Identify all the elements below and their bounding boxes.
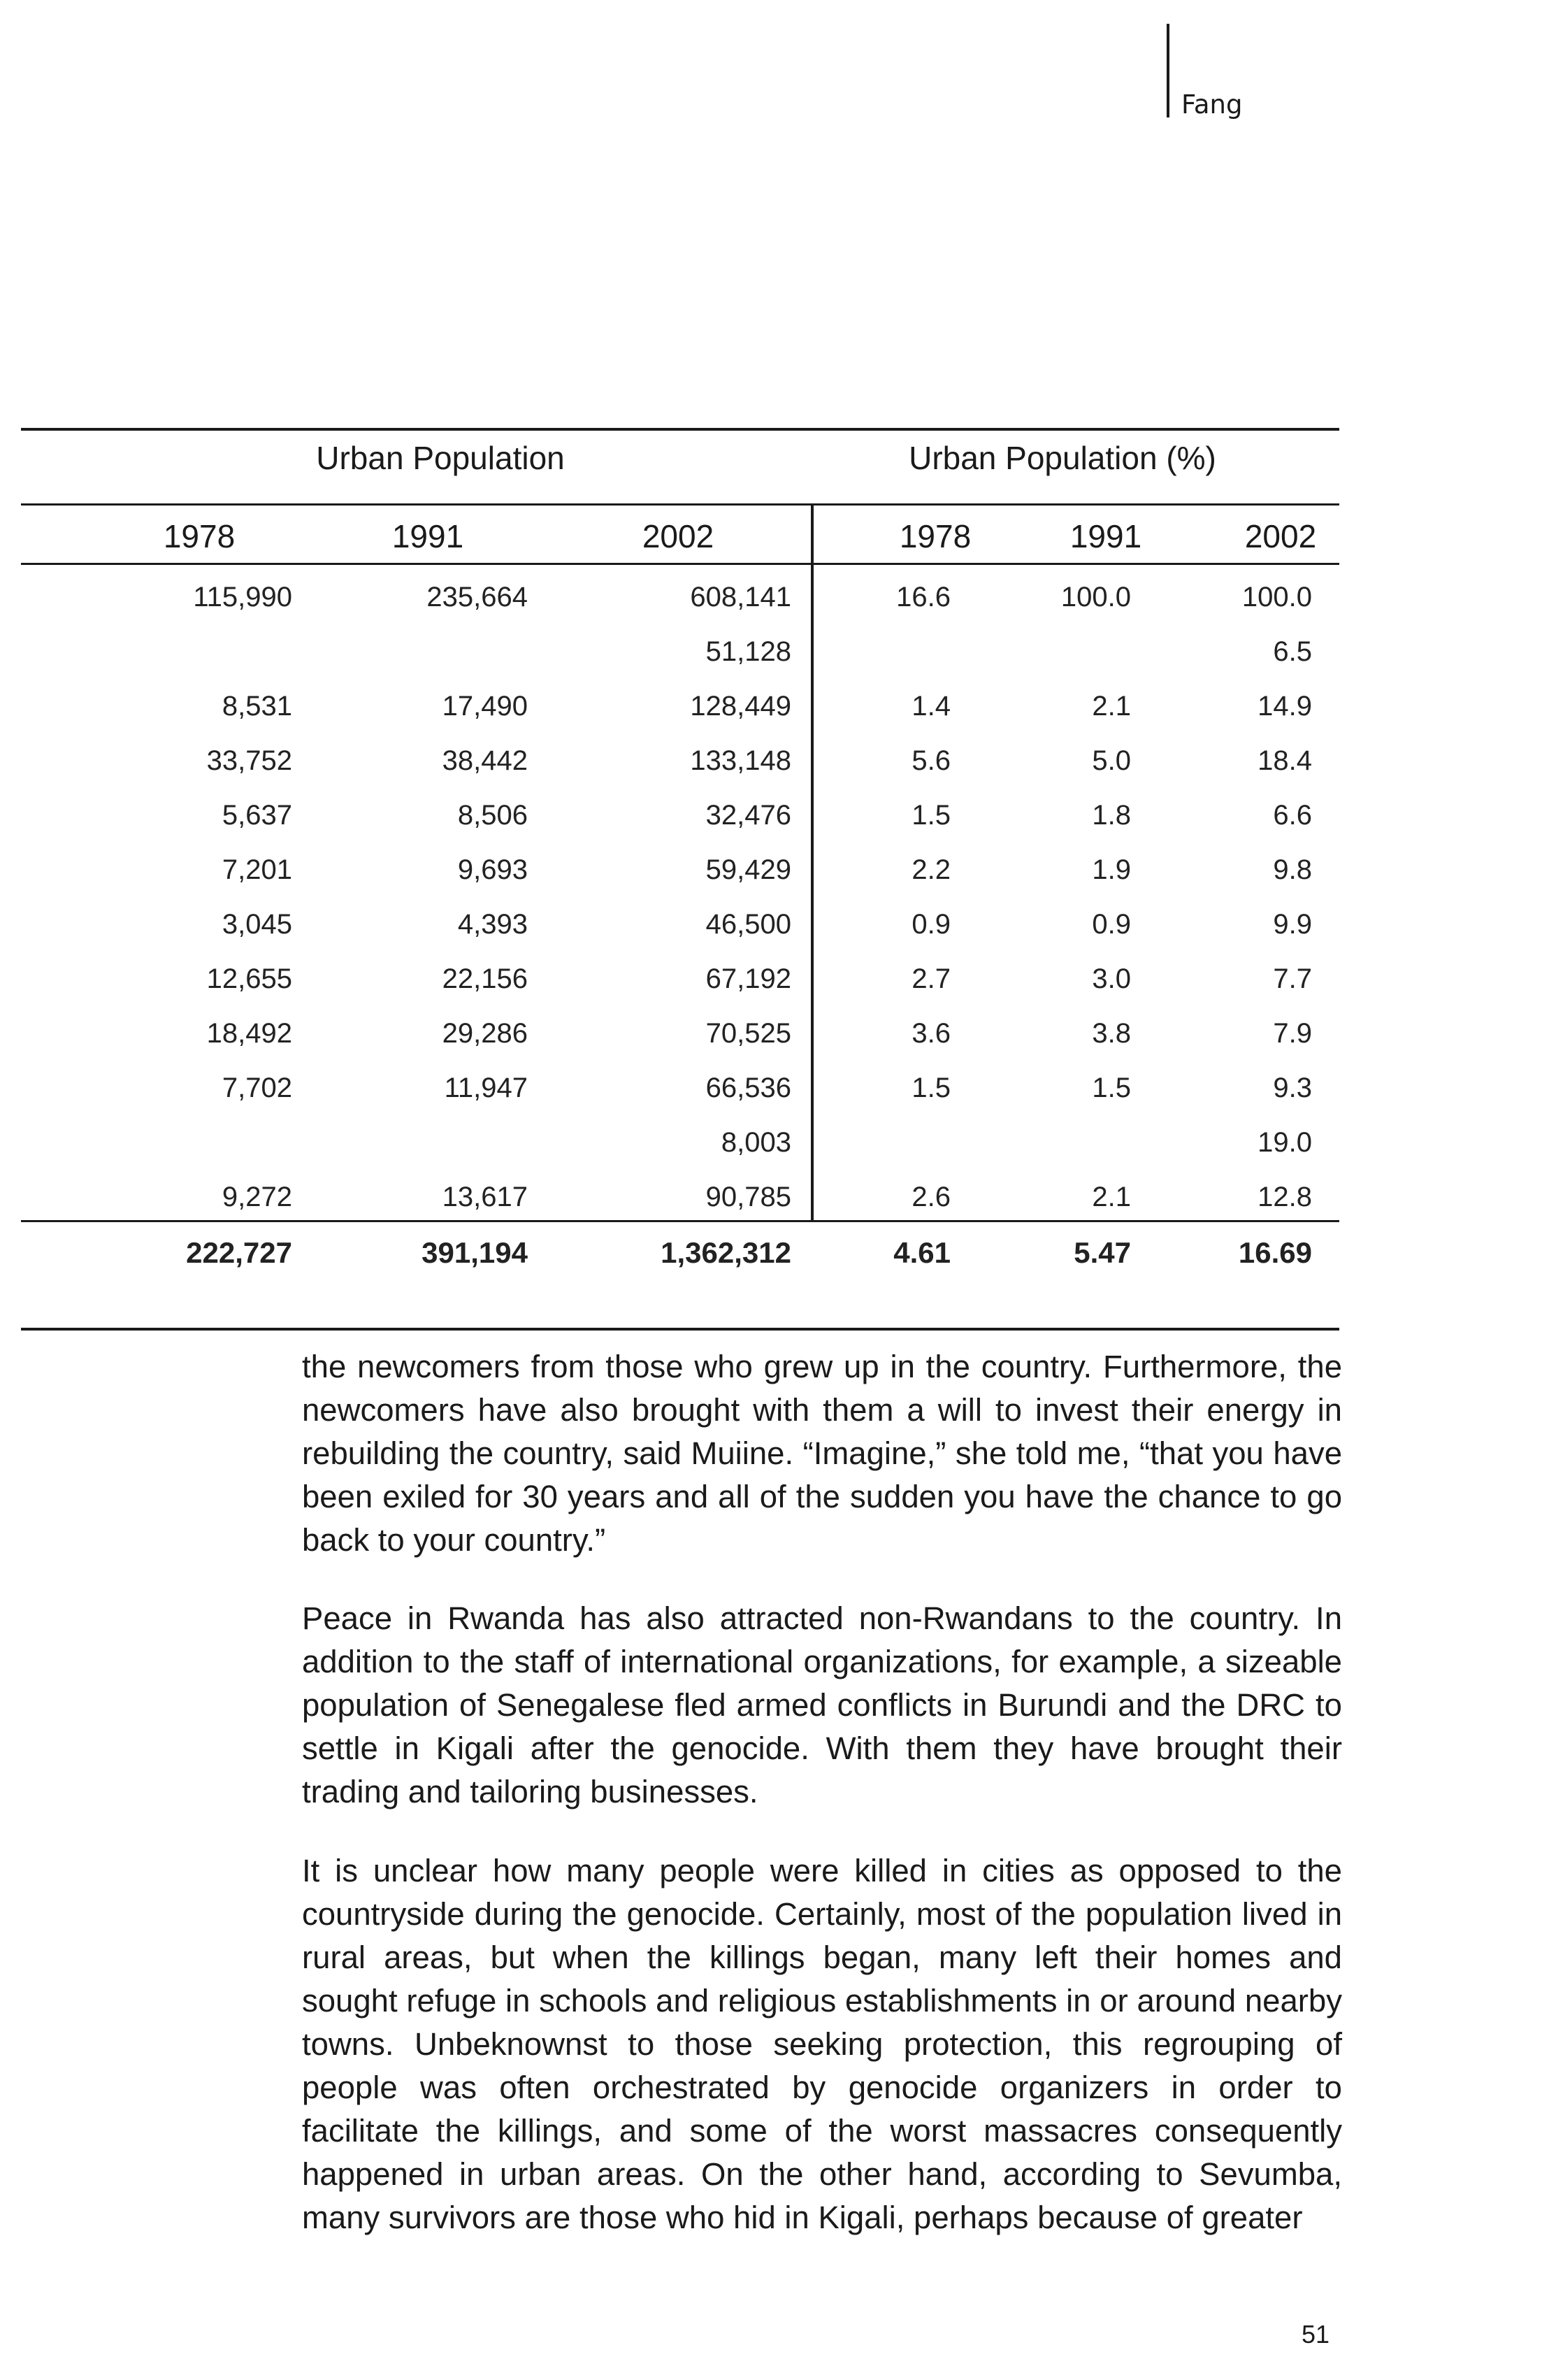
paragraph: the newcomers from those who grew up in the country. Furthermore, the newcomers have also brought with them a will to invest their energy in rebuilding the country, said Muiine. “Imagine,” she told me, “that you have been exiled for 30 years and all of the sudden you have the chance to go back to your country.” bbox=[302, 1349, 1342, 1558]
table-cell: 33,752 bbox=[206, 745, 292, 776]
total-cell: 391,194 bbox=[421, 1236, 528, 1269]
table-cell: 13,617 bbox=[442, 1182, 528, 1212]
table-bottom-rule bbox=[21, 1328, 1339, 1331]
table-cell: 18,492 bbox=[206, 1018, 292, 1049]
table-cell: 90,785 bbox=[705, 1182, 791, 1212]
table-cell: 7,702 bbox=[222, 1073, 292, 1103]
column-header-rule bbox=[21, 563, 1339, 565]
column-header: 1991 bbox=[1069, 518, 1142, 554]
total-cell: 4.61 bbox=[893, 1236, 951, 1269]
table-cell: 22,156 bbox=[442, 963, 528, 994]
table-cell: 7,201 bbox=[222, 854, 292, 885]
table-cell: 66,536 bbox=[705, 1073, 791, 1103]
group-header-rule bbox=[21, 503, 1339, 506]
table-cell: 6.6 bbox=[1273, 800, 1312, 831]
table-cell: 2.7 bbox=[911, 963, 951, 994]
table-cell: 18.4 bbox=[1258, 745, 1312, 776]
table-cell: 608,141 bbox=[690, 582, 791, 612]
table-cell: 3.8 bbox=[1092, 1018, 1131, 1049]
table-cell: 1.5 bbox=[1092, 1073, 1131, 1103]
table-cell: 51,128 bbox=[705, 636, 791, 667]
table-cell: 1.4 bbox=[911, 691, 951, 722]
table-cell: 115,990 bbox=[193, 582, 292, 612]
table-cell: 100.0 bbox=[1060, 582, 1131, 612]
table-cell: 7.9 bbox=[1273, 1018, 1312, 1049]
group-header-urban-population-percent: Urban Population (%) bbox=[909, 440, 1216, 476]
table-cell: 0.9 bbox=[1092, 909, 1131, 940]
column-header: 1978 bbox=[163, 518, 236, 554]
table-cell: 1.8 bbox=[1092, 800, 1131, 831]
table-cell: 1.9 bbox=[1092, 854, 1131, 885]
table-cell: 9.9 bbox=[1273, 909, 1312, 940]
table-cell: 6.5 bbox=[1273, 636, 1312, 667]
table-cell: 5.0 bbox=[1092, 745, 1131, 776]
table-cell: 67,192 bbox=[705, 963, 791, 994]
table-cell: 128,449 bbox=[690, 691, 791, 722]
table-cell: 11,947 bbox=[444, 1073, 528, 1103]
table-cell: 2.6 bbox=[911, 1182, 951, 1212]
group-header-urban-population: Urban Population bbox=[316, 440, 565, 476]
table-cell: 133,148 bbox=[690, 745, 791, 776]
table-cell: 1.5 bbox=[911, 1073, 951, 1103]
total-cell: 5.47 bbox=[1074, 1236, 1131, 1269]
table-cell: 12.8 bbox=[1258, 1182, 1312, 1212]
table-cell: 8,531 bbox=[222, 691, 292, 722]
table-cell: 2.1 bbox=[1092, 1182, 1131, 1212]
table-cell: 59,429 bbox=[705, 854, 791, 885]
total-cell: 1,362,312 bbox=[661, 1236, 791, 1269]
total-cell: 222,727 bbox=[186, 1236, 292, 1269]
table-cell: 7.7 bbox=[1273, 963, 1312, 994]
table-cell: 100.0 bbox=[1241, 582, 1312, 612]
running-head: Fang bbox=[1181, 89, 1243, 120]
table-cell: 19.0 bbox=[1258, 1127, 1312, 1158]
table-cell: 235,664 bbox=[426, 582, 528, 612]
table-cell: 8,003 bbox=[721, 1127, 791, 1158]
table-cell: 9,693 bbox=[457, 854, 528, 885]
table-cell: 2.1 bbox=[1092, 691, 1131, 722]
total-cell: 16.69 bbox=[1238, 1236, 1312, 1269]
table-cell: 9,272 bbox=[222, 1182, 292, 1212]
table-cell: 14.9 bbox=[1258, 691, 1312, 722]
table-cell: 2.2 bbox=[911, 854, 951, 885]
table-cell: 3.0 bbox=[1092, 963, 1131, 994]
table-cell: 3.6 bbox=[911, 1018, 951, 1049]
table-cell: 9.3 bbox=[1273, 1073, 1312, 1103]
table-cell: 46,500 bbox=[705, 909, 791, 940]
column-header: 2002 bbox=[642, 518, 714, 554]
table-cell: 0.9 bbox=[911, 909, 951, 940]
paragraph: It is unclear how many people were killed in cities as opposed to the countryside during the genocide. Certainly, most of the population lived in rural areas, but when the killings began, many left their homes and sought refuge in schools and religious establishments in or around nearby towns. Unbeknownst to those seeking protection, this regrouping of people was often orchestrated by genocide organizers in order to facilitate the killings, and some of the worst massacres consequently happened in urban areas. On the other hand, according to Sevumba, many survivors are those who hid in Kigali, perhaps because of greater bbox=[302, 1853, 1342, 2235]
table-cell: 8,506 bbox=[457, 800, 528, 831]
table-cell: 70,525 bbox=[705, 1018, 791, 1049]
column-header: 2002 bbox=[1244, 518, 1317, 554]
running-head-rule bbox=[1167, 24, 1169, 117]
table-cell: 12,655 bbox=[206, 963, 292, 994]
table-cell: 16.6 bbox=[896, 582, 951, 612]
paragraph: Peace in Rwanda has also attracted non-Rwandans to the country. In addition to the staff of international organizations, for example, a sizeable population of Senegalese fled armed conflicts in Burundi and the DRC to settle in Kigali after the genocide. With them they have brought their trading and tailoring businesses. bbox=[302, 1600, 1342, 1809]
table-top-rule bbox=[21, 428, 1339, 431]
table-cell: 5.6 bbox=[911, 745, 951, 776]
table-cell: 5,637 bbox=[222, 800, 292, 831]
table-cell: 17,490 bbox=[442, 691, 528, 722]
table-cell: 9.8 bbox=[1273, 854, 1312, 885]
table-cell: 38,442 bbox=[442, 745, 528, 776]
total-rule bbox=[21, 1220, 1339, 1222]
table-cell: 32,476 bbox=[705, 800, 791, 831]
table-cell: 1.5 bbox=[911, 800, 951, 831]
table-cell: 4,393 bbox=[457, 909, 528, 940]
column-header: 1991 bbox=[391, 518, 464, 554]
table-cell: 29,286 bbox=[442, 1018, 528, 1049]
table-cell: 3,045 bbox=[222, 909, 292, 940]
column-header: 1978 bbox=[899, 518, 972, 554]
page-number: 51 bbox=[1302, 2320, 1330, 2349]
